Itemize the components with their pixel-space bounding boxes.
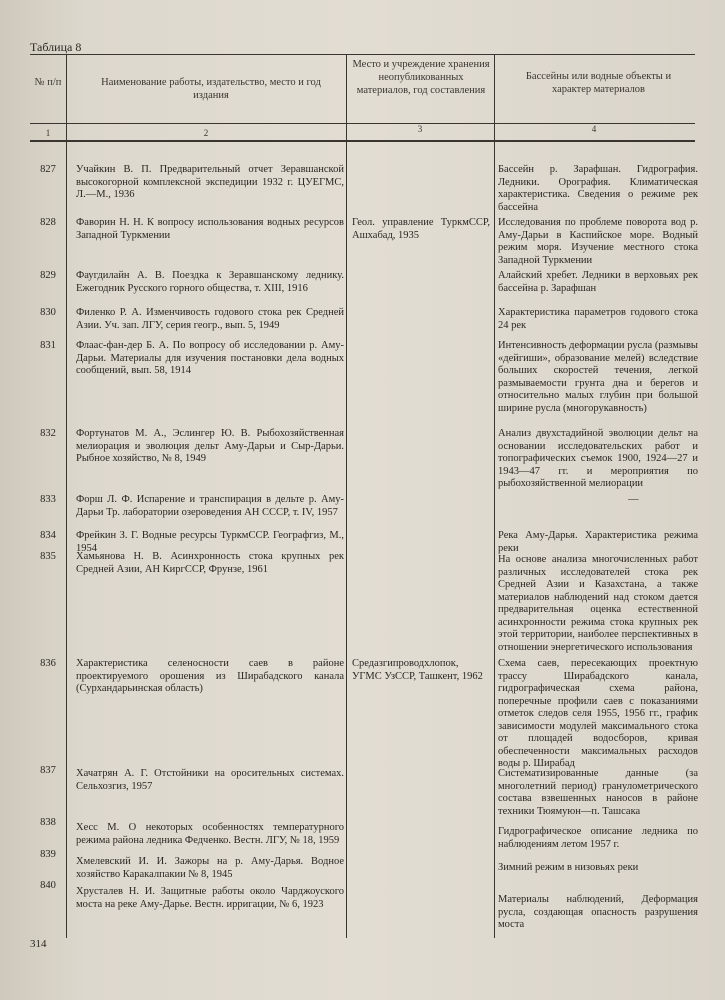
row-829-work: Фаугдилайн А. В. Поездка к Зеравшанскому леднику. Ежегодник Русского горного общества, т. XIII, 1916 [76, 270, 344, 294]
row-832-number: 832 [40, 428, 56, 439]
row-839-number: 839 [40, 849, 56, 860]
row-832-basin: Анализ двухстадийной эволюции дельт на основании исследовательских работ и топографических съемок 1900, 1924—27 и 1943—47 гг. и мероприятия по рыбохозяйственной мелиорации [498, 428, 698, 489]
colnum-rule [30, 140, 695, 142]
row-840-number: 840 [40, 880, 56, 891]
column-divider-1 [66, 54, 67, 938]
row-837-basin: Систематизированные данные (за многолетний период) гранулометрического состава взвешенных наносов в районе техники Тюямуюн—п. Ташсака [498, 768, 698, 817]
row-836-number: 836 [40, 658, 56, 669]
row-827-work: Учайкин В. П. Предварительный отчет Зеравшанской высокогорной комплексной экспедиции 1932 г. ЦУЕГМС, Л.—М., 1936 [76, 164, 344, 200]
row-832-work: Фортунатов М. А., Эслингер Ю. В. Рыбохозяйственная мелиорация и эволюция дельт Аму-Дарьи и Сыр-Дарьи. Рыбное хозяйство, № 8, 1949 [76, 428, 344, 464]
row-838-number: 838 [40, 817, 56, 828]
colnum-2: 2 [203, 128, 209, 138]
colnum-4: 4 [591, 124, 597, 134]
row-831-work: Флаас-фан-дер Б. А. По вопросу об исследовании р. Аму-Дарьи. Материалы для изучения постановки дела водных сообщений, вып. 58, 1914 [76, 340, 344, 376]
page-number: 314 [30, 938, 47, 950]
row-836-work: Характеристика селеносности саев в районе проектируемого орошения из Ширабадского канала (Сурхандарьинская область) [76, 658, 344, 694]
colnum-3: 3 [417, 124, 423, 134]
row-833-basin: — [628, 494, 639, 505]
header-basin: Бассейны или водные объекты и характер материалов [525, 71, 672, 95]
row-840-work: Хрусталев Н. И. Защитные работы около Чарджоуского моста на реке Аму-Дарье. Вестн. ирригации, № 6, 1923 [76, 886, 344, 910]
row-839-work: Хмелевский И. И. Зажоры на р. Аму-Дарья. Водное хозяйство Каракалпакии № 8, 1945 [76, 856, 344, 880]
header-number: № п/п [34, 77, 62, 88]
column-divider-3 [494, 54, 495, 938]
row-837-number: 837 [40, 765, 56, 776]
row-831-basin: Интенсивность деформации русла (размывы «дейгиши», образование мелей) вследствие больших скоростей течения, легкой размываемости грунта дна и берегов и относительно малых глубин при большой ширине русла (многорукавность) [498, 340, 698, 414]
row-829-basin: Алайский хребет. Ледники в верховьях рек бассейна р. Зарафшан [498, 270, 698, 294]
row-838-basin: Гидрографическое описание ледника по наблюдениям летом 1957 г. [498, 826, 698, 850]
colnum-1: 1 [45, 128, 51, 138]
table-label: Таблица 8 [30, 40, 82, 54]
row-830-basin: Характеристика параметров годового стока 24 рек [498, 307, 698, 331]
row-835-work: Хамьянова Н. В. Асинхронность стока крупных рек Средней Азии, АН КиргССР, Фрунзе, 1961 [76, 551, 344, 575]
row-837-work: Хачатрян А. Г. Отстойники на оросительных системах. Сельхозгиз, 1957 [76, 768, 344, 792]
row-828-number: 828 [40, 217, 56, 228]
row-828-place: Геол. управление ТуркмССР, Ашхабад, 1935 [352, 217, 490, 241]
row-830-work: Филенко Р. А. Изменчивость годового стока рек Средней Азии. Уч. зап. ЛГУ, серия геогр., вып. 5, 1949 [76, 307, 344, 331]
row-827-basin: Бассейн р. Зарафшан. Гидрография. Ледники. Орография. Климатическая характеристика. Сведения о режиме рек бассейна [498, 164, 698, 213]
column-divider-2 [346, 54, 347, 938]
row-834-number: 834 [40, 530, 56, 541]
row-834-basin: Река Аму-Дарья. Характеристика режима реки [498, 530, 698, 554]
row-828-work: Фаворин Н. Н. К вопросу использования водных ресурсов Западной Туркмении [76, 217, 344, 241]
row-828-basin: Исследования по проблеме поворота вод р. Аму-Дарьи в Каспийское море. Водный режим моря. Изучение местного стока Западной Туркмении [498, 217, 698, 266]
row-833-number: 833 [40, 494, 56, 505]
row-834-work: Фрейкин З. Г. Водные ресурсы ТуркмССР. Географгиз, М., 1954 [76, 530, 344, 554]
row-829-number: 829 [40, 270, 56, 281]
header-storage: Место и учреждение хранения неопубликованных материалов, год составления [352, 59, 490, 96]
row-839-basin: Зимний режим в низовьях реки [498, 862, 639, 873]
row-830-number: 830 [40, 307, 56, 318]
row-831-number: 831 [40, 340, 56, 351]
row-835-number: 835 [40, 551, 56, 562]
table-top-rule [30, 54, 695, 55]
row-840-basin: Материалы наблюдений, Деформация русла, создающая опасность разрушения моста [498, 894, 698, 930]
row-833-work: Форш Л. Ф. Испарение и транспирация в дельте р. Аму-Дарьи Тр. лаборатории озероведения АН СССР, т. IV, 1957 [76, 494, 344, 518]
header-work: Наименование работы, издательство, место и год издания [101, 77, 321, 101]
row-827-number: 827 [40, 164, 56, 175]
data-table [30, 54, 698, 974]
row-835-basin: На основе анализа многочисленных работ различных исследователей стока рек Средней Азии и Казахстана, а также материалов наблюдений над стоком дается предварительная оценка естественной асинхронности режима стока крупных рек этой территории, наиболее перспективных в отношении энергетического использования [498, 554, 698, 653]
row-836-place: Средазгипроводхлопок, УГМС УзССР, Ташкент, 1962 [352, 658, 483, 682]
row-838-work: Хесс М. О некоторых особенностях температурного режима района ледника Федченко. Вестн. ЛГУ, № 18, 1959 [76, 822, 344, 846]
row-836-basin: Схема саев, пересекающих проектную трассу Ширабадского канала, гидрографическая схема района, поперечные профили саев с показаниями отметок следов селя 1955, 1956 гг., график зависимости модулей максимального стока от площадей водосборов, кривая обеспеченности максимальных расходов воды р. Ширабад [498, 658, 698, 769]
